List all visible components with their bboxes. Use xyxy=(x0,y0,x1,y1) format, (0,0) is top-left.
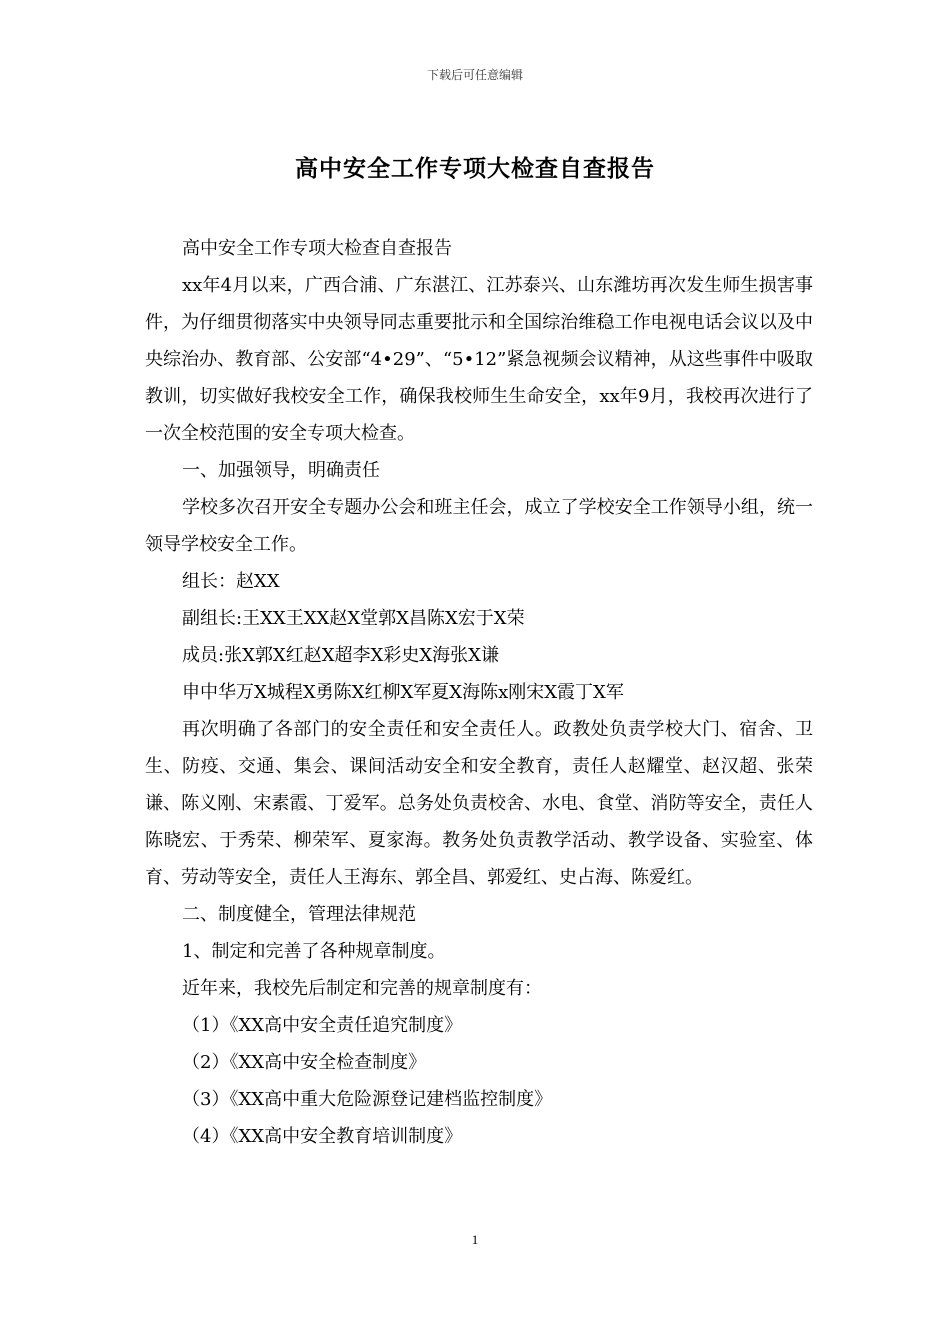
paragraph-members: 成员:张X郭X红赵X超李X彩史X海张X谦 xyxy=(182,645,499,666)
paragraph-subtitle: 高中安全工作专项大检查自查报告 xyxy=(182,238,452,259)
document-title: 高中安全工作专项大检查自查报告 xyxy=(295,156,655,182)
list-item-rule-2: （2）《XX高中安全检查制度》 xyxy=(182,1052,427,1073)
paragraph-leadership: 学校多次召开安全专题办公会和班主任会，成立了学校安全工作领导小组，统一领导学校安全工作。 xyxy=(145,497,813,555)
list-item-rule-3: （3）《XX高中重大危险源登记建档监控制度》 xyxy=(182,1089,553,1110)
list-item-rule-1: （1）《XX高中安全责任追究制度》 xyxy=(182,1015,463,1036)
section-heading-2: 二、制度健全，管理法律规范 xyxy=(182,904,416,925)
paragraph-intro: xx年4月以来，广西合浦、广东湛江、江苏泰兴、山东潍坊再次发生师生损害事件，为仔细贯彻落实中央领导同志重要批示和全国综治维稳工作电视电话会议以及中央综治办、教育部、公安部“4•29”、“5•12”紧急视频会议精神，从这些事件中吸取教训，切实做好我校安全工作，确保我校师生生命安全，xx年9月，我校再次进行了一次全校范围的安全专项大检查。 xyxy=(145,275,813,444)
list-item-rule-4: （4）《XX高中安全教育培训制度》 xyxy=(182,1126,463,1147)
document-body xyxy=(145,230,813,1155)
paragraph-leader: 组长：赵XX xyxy=(182,571,280,592)
paragraph-deputy-leaders: 副组长:王XX王XX赵X堂郭X昌陈X宏于X荣 xyxy=(182,608,525,629)
section-heading-1: 一、加强领导，明确责任 xyxy=(182,460,380,481)
paragraph-rules-item: 1、制定和完善了各种规章制度。 xyxy=(182,941,446,962)
header-note: 下载后可任意编辑 xyxy=(426,68,523,82)
paragraph-members-continued: 申中华万X城程X勇陈X红柳X军夏X海陈x刚宋X霞丁X军 xyxy=(182,682,624,703)
page-number: 1 xyxy=(471,1232,479,1247)
paragraph-rules-intro: 近年来，我校先后制定和完善的规章制度有： xyxy=(182,978,542,999)
paragraph-responsibilities: 再次明确了各部门的安全责任和安全责任人。政教处负责学校大门、宿舍、卫生、防疫、交通、集会、课间活动安全和安全教育，责任人赵耀堂、赵汉超、张荣谦、陈义刚、宋素霞、丁爱军。总务处负责校舍、水电、食堂、消防等安全，责任人陈晓宏、于秀荣、柳荣军、夏家海。教务处负责教学活动、教学设备、实验室、体育、劳动等安全，责任人王海东、郭全昌、郭爱红、史占海、陈爱红。 xyxy=(145,719,813,888)
